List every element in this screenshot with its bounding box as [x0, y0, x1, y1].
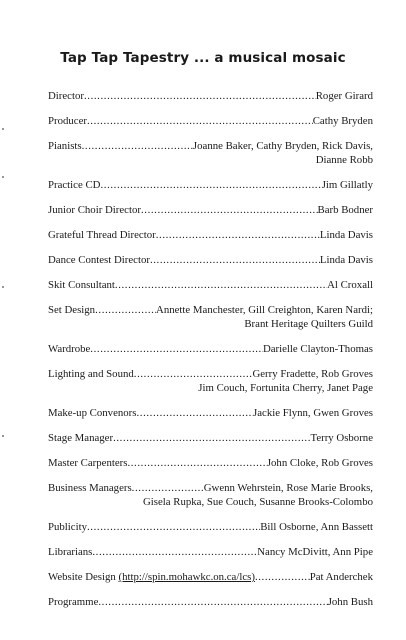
credit-librarians: [48, 545, 373, 559]
credit-publicity: [48, 520, 373, 534]
dot-leader: [141, 203, 318, 217]
dot-leader: [90, 342, 263, 356]
scan-mark: [2, 286, 4, 288]
scan-mark: [2, 435, 4, 437]
credit-business-managers: [48, 481, 373, 509]
dot-leader: [127, 456, 266, 470]
credit-value: Joanne Baker, Cathy Bryden, Rick Davis,: [192, 140, 373, 152]
page-title: Tap Tap Tapestry ... a musical mosaic: [60, 50, 346, 66]
credit-director: [48, 89, 373, 103]
credit-value: Gwenn Wehrstein, Rose Marie Brooks,: [203, 482, 373, 494]
credit-stage-manager: [48, 431, 373, 445]
credit-label: Set Design: [48, 304, 96, 316]
credit-producer: [48, 114, 373, 128]
credit-value: Pat Anderchek: [309, 571, 373, 583]
credits-list: [48, 89, 373, 609]
credit-value: Roger Girard: [315, 90, 373, 102]
dot-leader: [132, 481, 204, 495]
credit-value: Jim Gillatly: [321, 179, 373, 191]
credit-label: Grateful Thread Director: [48, 229, 156, 241]
dot-leader: [87, 520, 260, 534]
credit-value: Al Croxall: [327, 279, 373, 291]
credit-grateful-thread-director: [48, 228, 373, 242]
credit-value: Terry Osborne: [310, 432, 373, 444]
credit-value: Darielle Clayton-Thomas: [262, 343, 373, 355]
credit-label: Pianists: [48, 140, 82, 152]
credit-value: Cathy Bryden: [312, 115, 373, 127]
credit-label: Skit Consultant: [48, 279, 115, 291]
credit-value: Gerry Fradette, Rob Groves: [252, 368, 373, 380]
dot-leader: [98, 595, 327, 609]
credit-lighting-and-sound: [48, 367, 373, 395]
credit-label: Librarians: [48, 546, 93, 558]
credit-label: Master Carpenters: [48, 457, 128, 469]
credit-wardrobe: [48, 342, 373, 356]
scan-mark: [2, 128, 4, 130]
credit-value: Bill Osborne, Ann Bassett: [260, 521, 373, 533]
dot-leader: [113, 431, 310, 445]
dot-leader: [115, 278, 327, 292]
credit-value-continued: Brant Heritage Quilters Guild: [244, 318, 373, 330]
dot-leader: [92, 545, 257, 559]
credit-label: Stage Manager: [48, 432, 114, 444]
credit-value: John Bush: [327, 596, 373, 608]
credit-set-design: [48, 303, 373, 331]
dot-leader: [136, 406, 253, 420]
credit-value: Jackie Flynn, Gwen Groves: [253, 407, 373, 419]
dot-leader: [87, 114, 313, 128]
credit-value: Linda Davis: [319, 229, 373, 241]
dot-leader: [100, 178, 321, 192]
credit-value: John Cloke, Rob Groves: [266, 457, 373, 469]
credit-value: Barb Bodner: [317, 204, 373, 216]
dot-leader: [84, 89, 316, 103]
credit-master-carpenters: [48, 456, 373, 470]
website-link[interactable]: (http://spin.mohawkc.on.ca/lcs): [118, 571, 255, 583]
credit-programme: [48, 595, 373, 609]
dot-leader: [255, 570, 310, 584]
credit-value-continued: Gisela Rupka, Sue Couch, Susanne Brooks-Colombo: [142, 496, 373, 508]
credit-website-design: [48, 570, 373, 584]
credit-label: Business Managers: [48, 482, 132, 494]
credit-label: Dance Contest Director: [48, 254, 150, 266]
credit-label: Director: [48, 90, 84, 102]
credit-value-continued: Jim Couch, Fortunita Cherry, Janet Page: [198, 382, 373, 394]
credit-label: Junior Choir Director: [48, 204, 141, 216]
credit-make-up-convenors: [48, 406, 373, 420]
credit-practice-cd: [48, 178, 373, 192]
credit-label: Practice CD: [48, 179, 101, 191]
credit-label: Publicity: [48, 521, 87, 533]
dot-leader: [82, 139, 193, 153]
dot-leader: [95, 303, 156, 317]
credit-label: Programme: [48, 596, 99, 608]
credit-value-continued: Dianne Robb: [315, 154, 373, 166]
dot-leader: [150, 253, 320, 267]
credit-label: Make-up Convenors: [48, 407, 137, 419]
credit-label: Wardrobe: [48, 343, 91, 355]
credit-skit-consultant: [48, 278, 373, 292]
credit-value: Linda Davis: [319, 254, 373, 266]
credit-label: Website Design: [48, 571, 116, 583]
credit-label: Lighting and Sound: [48, 368, 134, 380]
credit-pianists: [48, 139, 373, 167]
dot-leader: [156, 228, 320, 242]
credit-junior-choir-director: [48, 203, 373, 217]
credit-value: Annette Manchester, Gill Creighton, Karen Nardi;: [156, 304, 373, 316]
credit-dance-contest-director: [48, 253, 373, 267]
dot-leader: [134, 367, 253, 381]
credit-value: Nancy McDivitt, Ann Pipe: [257, 546, 373, 558]
credit-label: Producer: [48, 115, 87, 127]
scan-mark: [2, 176, 4, 178]
